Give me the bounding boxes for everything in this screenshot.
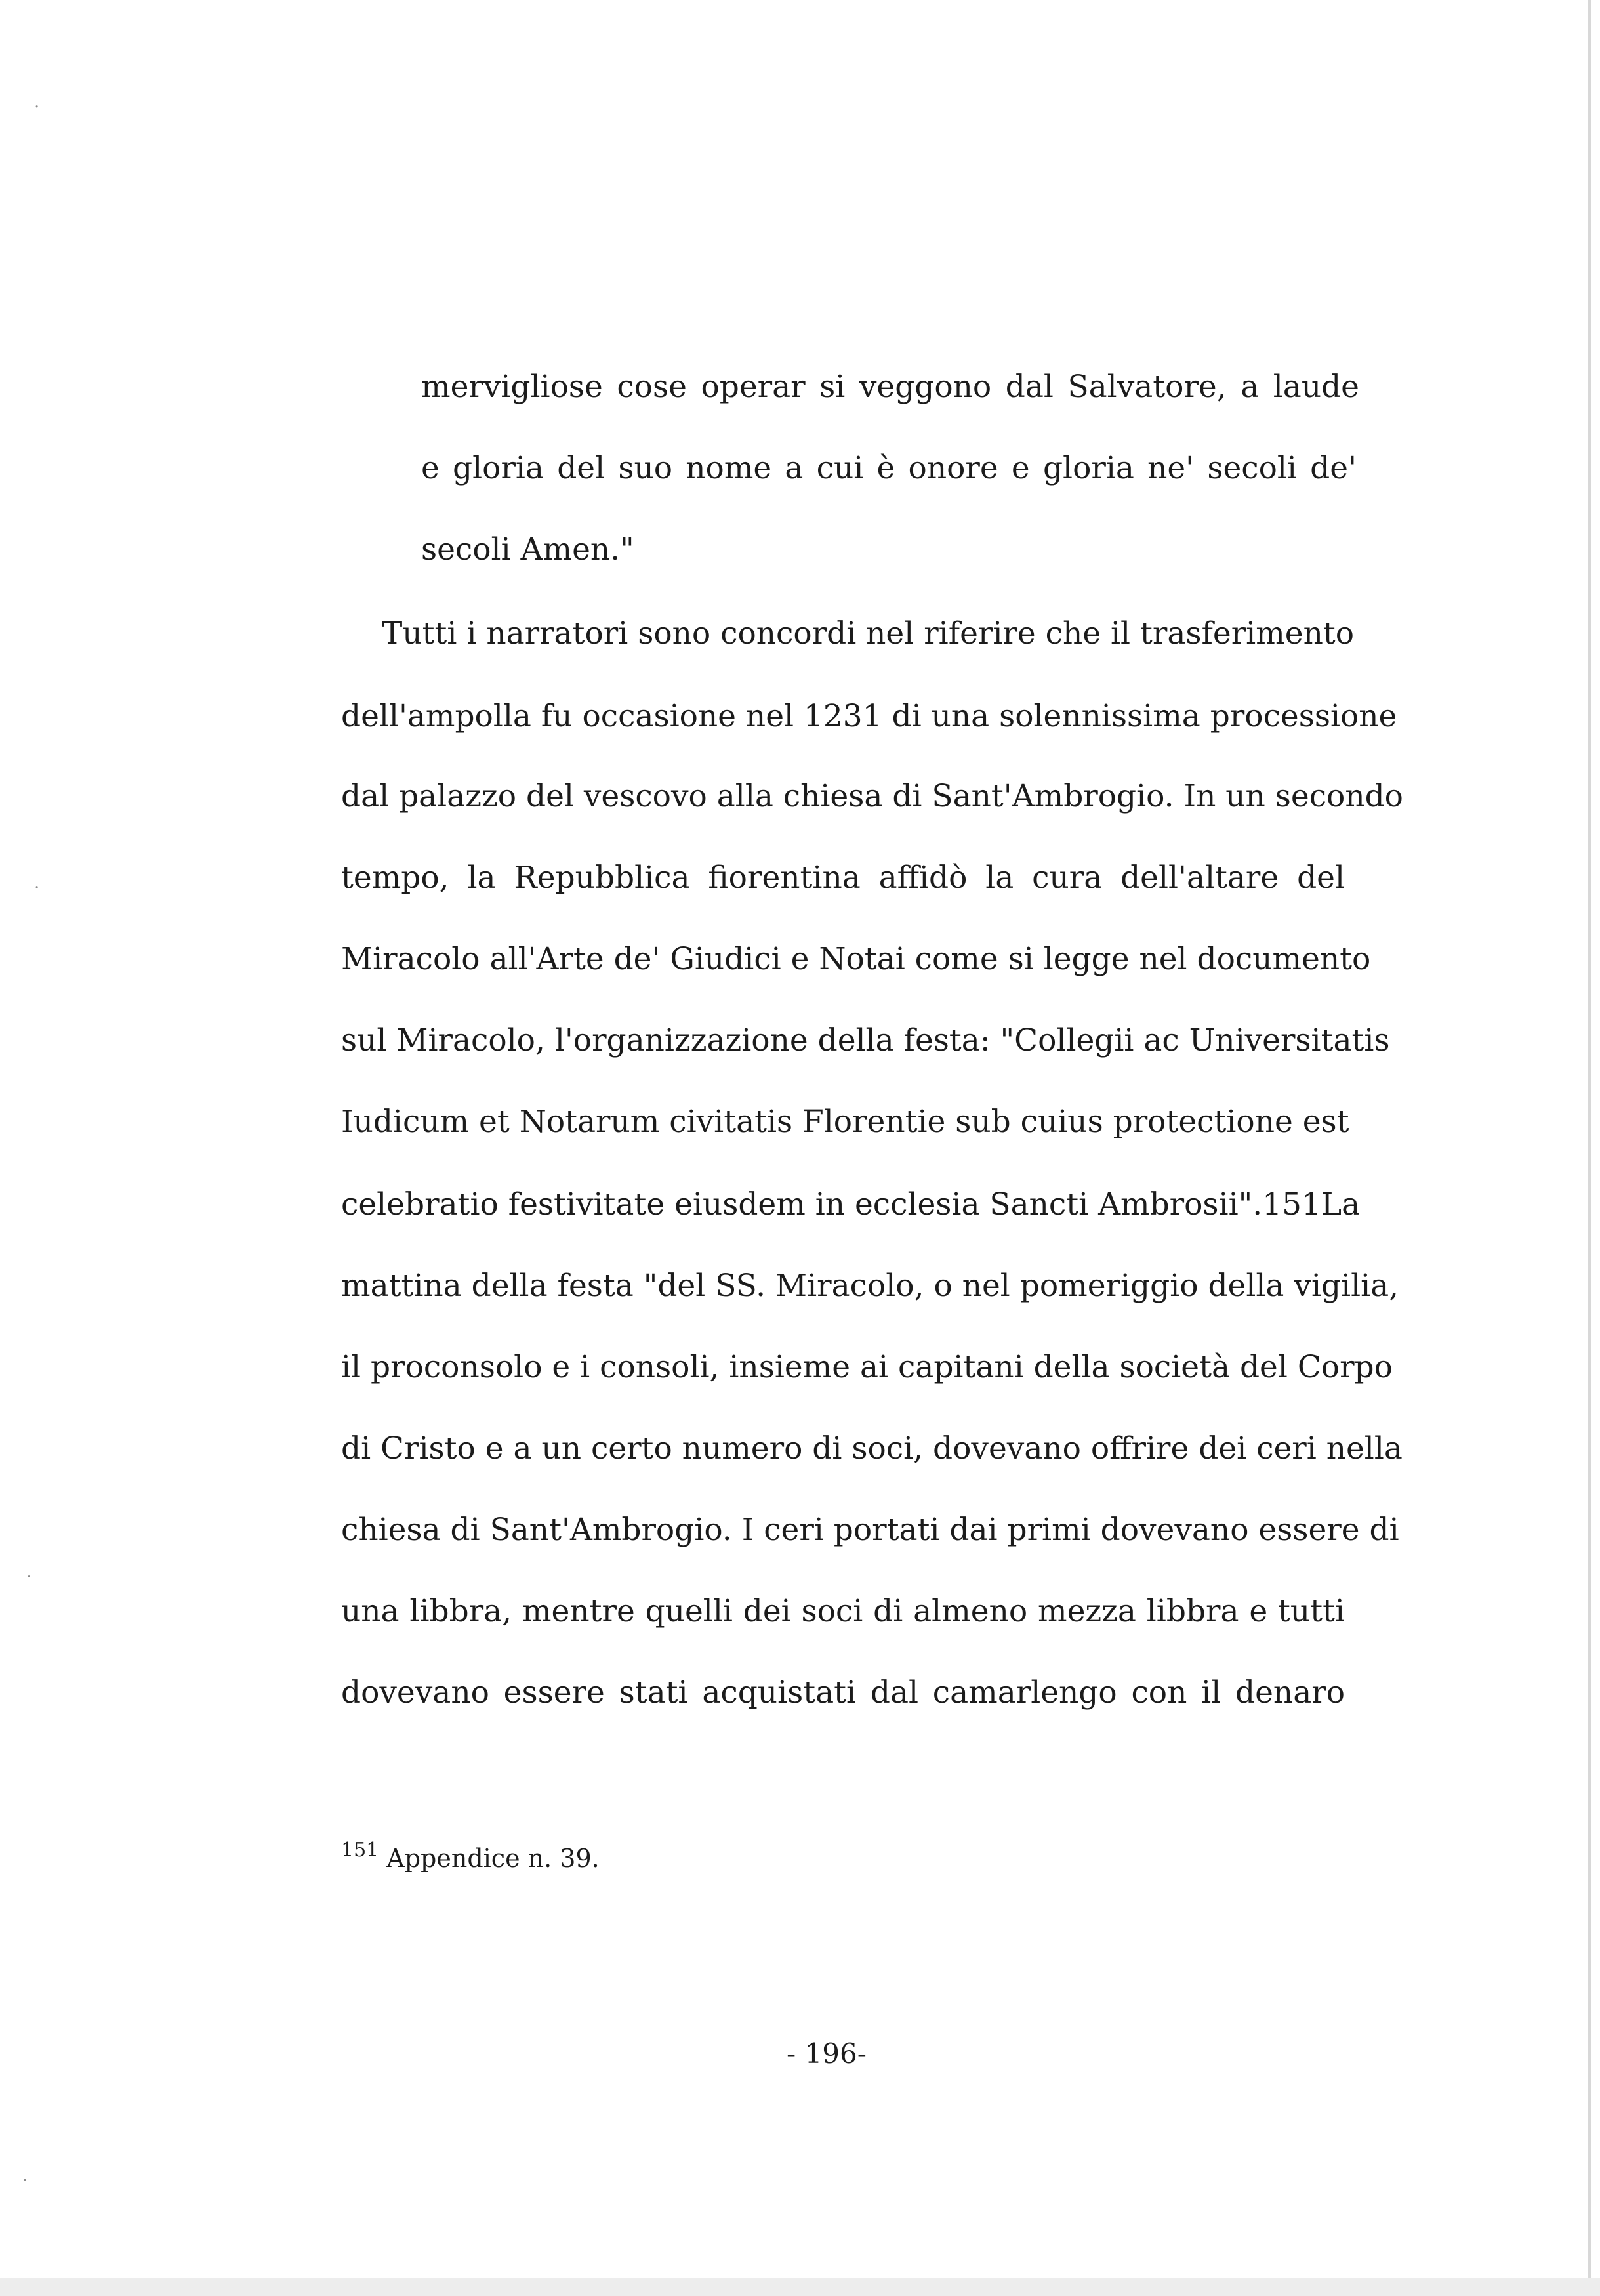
scan-speck: ·	[22, 2171, 28, 2190]
footnote	[341, 1831, 600, 1878]
scan-edge-bottom	[0, 2278, 1600, 2296]
text-line: mattina della festa "del SS. Miracolo, o nel pomeriggio della vigilia,	[341, 1268, 1399, 1304]
text-line: di Cristo e a un certo numero di soci, dovevano offrire dei ceri nella	[341, 1430, 1403, 1467]
text-line: secoli Amen."	[421, 532, 634, 568]
page-number: - 196-	[787, 2037, 867, 2070]
text-line: dal palazzo del vescovo alla chiesa di Sant'Ambrogio. In un secondo	[341, 778, 1403, 814]
text-line: mervigliose cose operar si veggono dal Salvatore, a laude	[421, 369, 1359, 405]
text-line: tempo, la Repubblica fiorentina affidò la cura dell'altare del	[341, 860, 1345, 896]
scan-speck: ·	[34, 97, 40, 117]
text-line: sul Miracolo, l'organizzazione della festa: "Collegii ac Universitatis	[341, 1022, 1390, 1058]
text-line: Tutti i narratori sono concordi nel riferire che il trasferimento	[382, 616, 1355, 652]
text-line: dovevano essere stati acquistati dal camarlengo con il denaro	[341, 1675, 1345, 1711]
scan-speck: ·	[26, 1567, 32, 1587]
text-line: Miracolo all'Arte de' Giudici e Notai come si legge nel documento	[341, 941, 1371, 977]
text-line: il proconsolo e i consoli, insieme ai capitani della società del Corpo	[341, 1349, 1393, 1385]
text-line: una libbra, mentre quelli dei soci di almeno mezza libbra e tutti	[341, 1593, 1345, 1629]
text-line: Iudicum et Notarum civitatis Florentie sub cuius protectione est	[341, 1104, 1349, 1140]
scan-speck: ·	[34, 878, 40, 898]
text-line: chiesa di Sant'Ambrogio. I ceri portati dai primi dovevano essere di	[341, 1512, 1399, 1548]
text-line: e gloria del suo nome a cui è onore e gloria ne' secoli de'	[421, 450, 1357, 486]
text-line: dell'ampolla fu occasione nel 1231 di una solennissima processione	[341, 698, 1397, 734]
scan-edge-right	[1588, 0, 1591, 2296]
footnote-text: Appendice n. 39.	[386, 1844, 600, 1873]
text-line: celebratio festivitate eiusdem in ecclesia Sancti Ambrosii".151La	[341, 1186, 1361, 1222]
footnote-number: 151	[341, 1839, 379, 1862]
